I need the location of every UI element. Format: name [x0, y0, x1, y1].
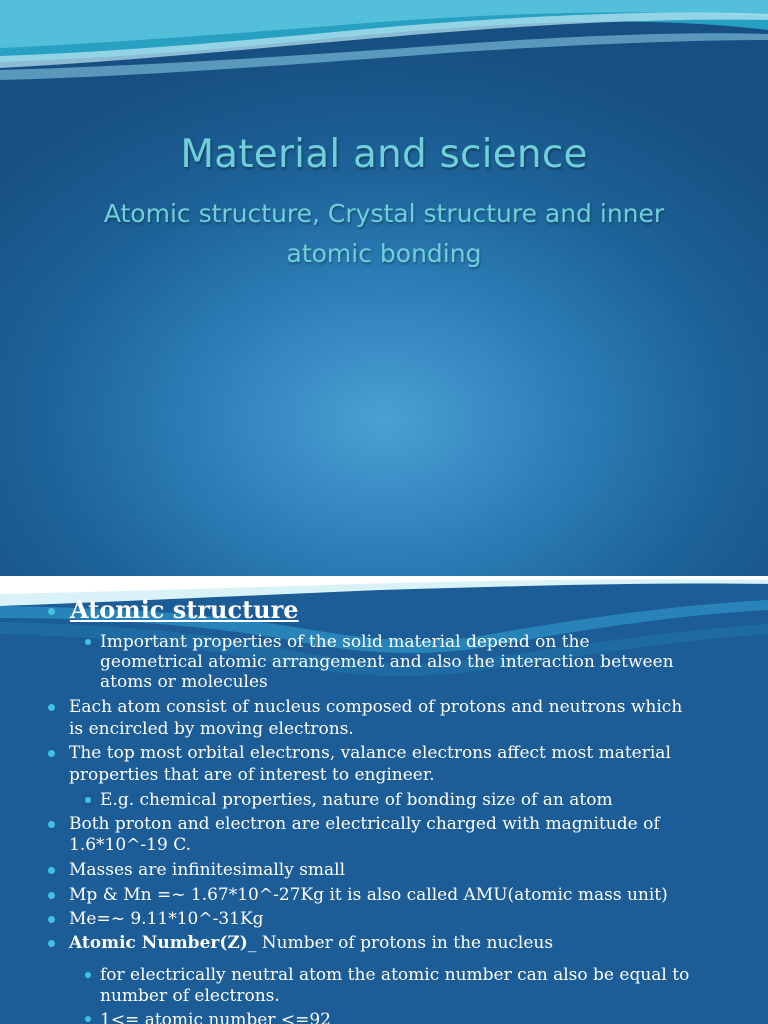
bullet-dot [48, 867, 55, 874]
sub-bullet-4: 1<= atomic number <=92 [100, 1010, 332, 1024]
bullet-dot [48, 704, 55, 711]
bullet-dot [48, 940, 55, 947]
bullet-3-line-1: Both proton and electron are electrically charged with magnitude of [69, 814, 660, 834]
bullet-6: Me=~ 9.11*10^-31Kg [69, 909, 264, 929]
sub-bullet-dot [85, 1016, 91, 1022]
bullet-dot [48, 821, 55, 828]
subtitle-line-2: atomic bonding [286, 239, 482, 268]
bullet-4: Masses are infinitesimally small [69, 860, 346, 880]
bullet-dot [48, 892, 55, 899]
sub-bullet-3-line-2: number of electrons. [100, 986, 280, 1006]
slide-title: Material and science [180, 132, 588, 177]
sub-bullet-2: E.g. chemical properties, nature of bonding size of an atom [100, 790, 613, 810]
bullet-2-line-1: The top most orbital electrons, valance electrons affect most material [69, 743, 671, 763]
bullet-dot [48, 750, 55, 757]
header-wave-decoration [0, 0, 768, 110]
sub-bullet-dot [85, 639, 91, 645]
sub-bullet-dot [85, 797, 91, 803]
sub-bullet-1-line-1: Important properties of the solid material depend on the [100, 632, 590, 652]
subtitle-line-1: Atomic structure, Crystal structure and inner [103, 199, 665, 228]
sub-bullet-1-line-2: geometrical atomic arrangement and also the interaction between [100, 652, 674, 672]
bullet-1-line-1: Each atom consist of nucleus composed of protons and neutrons which [69, 697, 683, 717]
bullet-3-line-2: 1.6*10^-19 C. [69, 835, 191, 855]
sub-bullet-dot [85, 972, 91, 978]
atomic-number-definition: _ Number of protons in the nucleus [247, 933, 554, 953]
sub-bullet-3-line-1: for electrically neutral atom the atomic number can also be equal to [100, 965, 690, 985]
bullet-5: Mp & Mn =~ 1.67*10^-27Kg it is also called AMU(atomic mass unit) [69, 885, 668, 905]
bullet-dot [48, 916, 55, 923]
bullet-1-line-2: is encircled by moving electrons. [69, 719, 354, 739]
bullet-2-line-2: properties that are of interest to engineer. [69, 765, 435, 785]
section-heading: Atomic structure [70, 595, 299, 624]
bullet-dot [48, 608, 55, 615]
atomic-number-term: Atomic Number(Z) [69, 933, 248, 953]
bullet-7 [69, 933, 553, 953]
sub-bullet-1-line-3: atoms or molecules [100, 672, 268, 692]
content-slide [0, 576, 768, 1024]
slide-subtitle [40, 194, 728, 274]
